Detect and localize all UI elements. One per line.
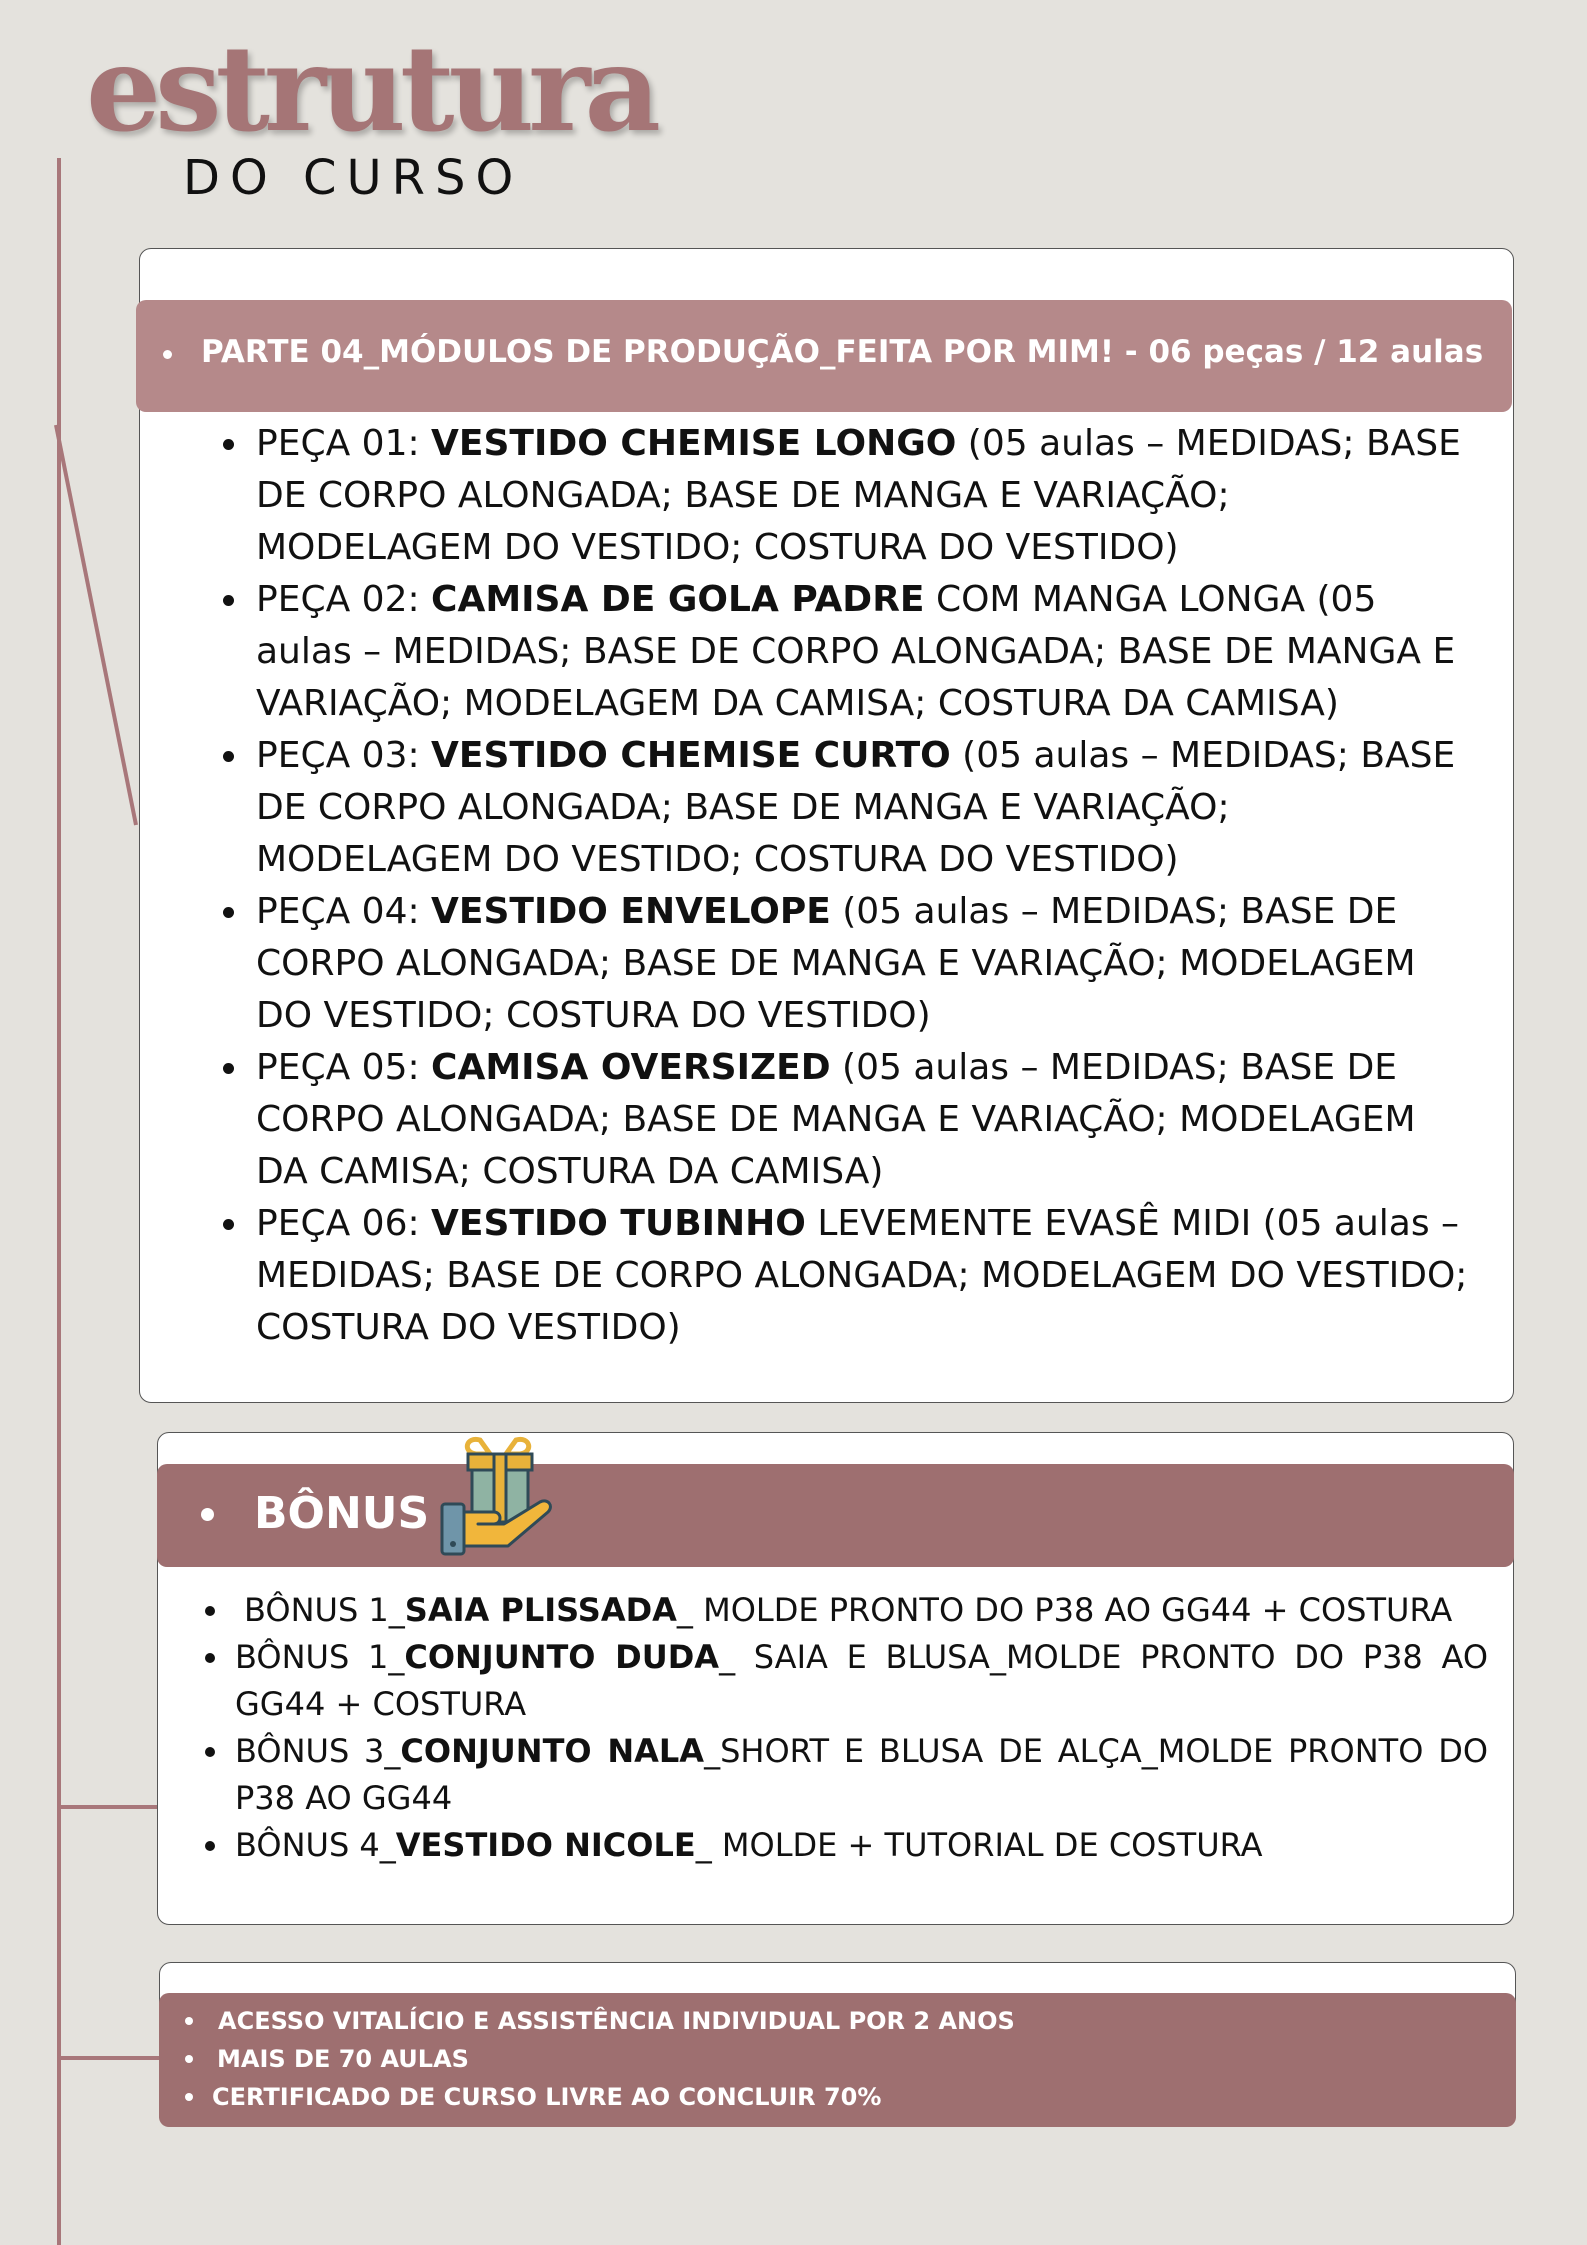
list-item: PEÇA 05: CAMISA OVERSIZED (05 aulas – MEDIDAS; BASE DE CORPO ALONGADA; BASE DE MANGA E VARIAÇÃO; MODELAGEM DA CAMISA; COSTURA DA CAMISA) bbox=[139, 1042, 1514, 1198]
list-item: PEÇA 04: VESTIDO ENVELOPE (05 aulas – MEDIDAS; BASE DE CORPO ALONGADA; BASE DE MANGA E VARIAÇÃO; MODELAGEM DO VESTIDO; COSTURA DO VESTIDO) bbox=[139, 886, 1514, 1042]
bonus-list bbox=[157, 1587, 1514, 1869]
bonus-header-band bbox=[157, 1464, 1514, 1567]
pieces-list bbox=[139, 418, 1514, 1354]
timeline-branch-bonus bbox=[59, 1805, 159, 1809]
list-item: BÔNUS 3_CONJUNTO NALA_SHORT E BLUSA DE ALÇA_MOLDE PRONTO DO P38 AO GG44 bbox=[157, 1728, 1514, 1822]
gift-hand-icon bbox=[438, 1432, 568, 1562]
list-item: CERTIFICADO DE CURSO LIVRE AO CONCLUIR 70% bbox=[159, 2078, 1015, 2116]
timeline-branch-extras bbox=[59, 2056, 159, 2060]
list-item: BÔNUS 1_CONJUNTO DUDA_ SAIA E BLUSA_MOLDE PRONTO DO P38 AO GG44 + COSTURA bbox=[157, 1634, 1514, 1728]
parte-title: PARTE 04_MÓDULOS DE PRODUÇÃO_FEITA POR MIM! - 06 peças / 12 aulas bbox=[136, 334, 1483, 370]
list-item: MAIS DE 70 AULAS bbox=[159, 2040, 1015, 2078]
list-item: PEÇA 03: VESTIDO CHEMISE CURTO (05 aulas – MEDIDAS; BASE DE CORPO ALONGADA; BASE DE MANGA E VARIAÇÃO; MODELAGEM DO VESTIDO; COSTURA DO VESTIDO) bbox=[139, 730, 1514, 886]
list-item: PEÇA 06: VESTIDO TUBINHO LEVEMENTE EVASÊ MIDI (05 aulas – MEDIDAS; BASE DE CORPO ALONGADA; MODELAGEM DO VESTIDO; COSTURA DO VESTIDO) bbox=[139, 1198, 1514, 1354]
list-item: BÔNUS 1_SAIA PLISSADA_ MOLDE PRONTO DO P38 AO GG44 + COSTURA bbox=[157, 1587, 1514, 1634]
list-item: PEÇA 01: VESTIDO CHEMISE LONGO (05 aulas – MEDIDAS; BASE DE CORPO ALONGADA; BASE DE MANGA E VARIAÇÃO; MODELAGEM DO VESTIDO; COSTURA DO VESTIDO) bbox=[139, 418, 1514, 574]
list-item: ACESSO VITALÍCIO E ASSISTÊNCIA INDIVIDUAL POR 2 ANOS bbox=[159, 2002, 1015, 2040]
parte-header-band bbox=[136, 300, 1512, 412]
extras-band bbox=[159, 1993, 1516, 2127]
page-title: estrutura bbox=[86, 19, 655, 158]
page-subtitle: DO CURSO bbox=[183, 150, 524, 206]
list-item: PEÇA 02: CAMISA DE GOLA PADRE COM MANGA LONGA (05 aulas – MEDIDAS; BASE DE CORPO ALONGADA; BASE DE MANGA E VARIAÇÃO; MODELAGEM DA CAMISA; COSTURA DA CAMISA) bbox=[139, 574, 1514, 730]
timeline-diagonal bbox=[0, 0, 160, 900]
list-item: BÔNUS 4_VESTIDO NICOLE_ MOLDE + TUTORIAL DE COSTURA bbox=[157, 1822, 1514, 1869]
bonus-title: BÔNUS bbox=[254, 1488, 430, 1539]
